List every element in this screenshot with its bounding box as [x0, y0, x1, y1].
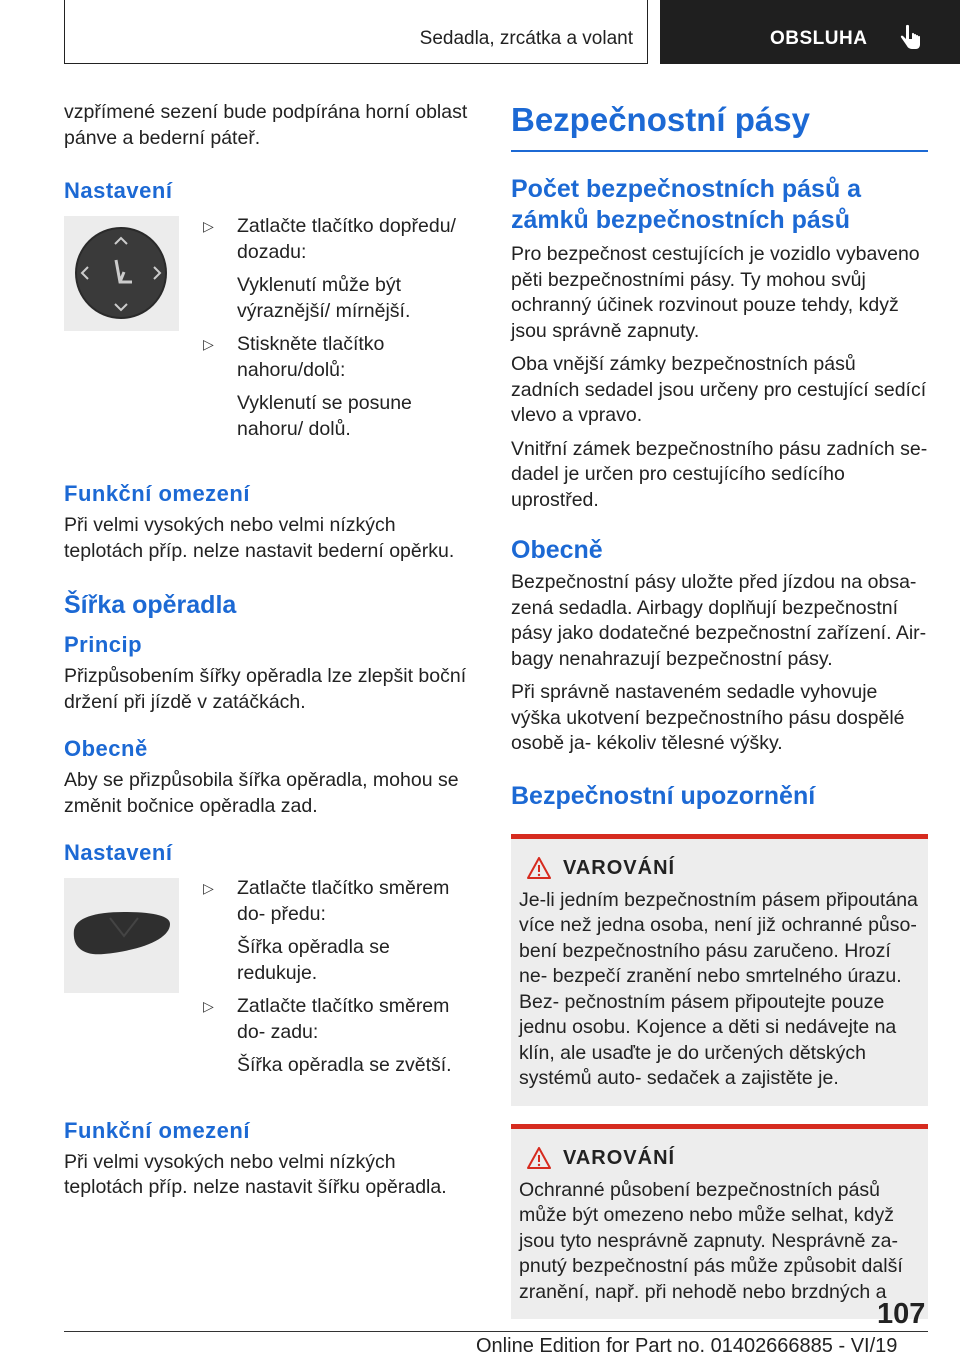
warning-box [511, 1124, 928, 1320]
step-triangle-icon: ▷ [203, 218, 214, 234]
step-triangle-icon: ▷ [203, 336, 214, 352]
limitation-text: Při velmi vysokých nebo velmi nízkých teplotách příp. nelze nastavit bederní opěrku. [64, 514, 455, 562]
paragraph: Pro bezpečnost cestujících je vozidlo vybaveno pěti bezpečnostními pásy. Ty mohou svůj ochranný účinek rozvinout pouze tehdy, když jsou správně zapnuty. [511, 243, 920, 342]
hand-pointer-icon [898, 24, 922, 52]
step-action: Zatlačte tlačítko dopředu/ dozadu: [237, 215, 456, 263]
limitation-text: Při velmi vysokých nebo velmi nízkých teplotách příp. nelze nastavit šířku opěradla. [64, 1150, 447, 1198]
heading-funkcni-omezeni: Funkční omezení [64, 1117, 250, 1143]
warning-text: Ochranné působení bezpečnostních pásů může být omezeno nebo může selhat, když jsou tyto nesprávně zapnuty. Nesprávně za- pnutý bezpečnostní pás může způsobit další zranění, např. při nehodě nebo brzdných a [519, 1178, 903, 1303]
heading-funkcni-omezeni: Funkční omezení [64, 481, 250, 506]
step-triangle-icon: ▷ [203, 880, 214, 896]
heading-nastaveni: Nastavení [64, 840, 173, 865]
paragraph: Oba vnější zámky bezpečnostních pásů zadních sedadel jsou určeny pro cestující sedící vlevo a vpravo. [511, 353, 927, 426]
intro-text: vzpřímené sezení bude podpírána horní oblast pánve a bederní páteř. [64, 101, 468, 149]
width-button-image [64, 878, 179, 993]
lumbar-adjust-block [64, 214, 474, 450]
warning-triangle-icon [527, 1147, 551, 1169]
step-result: Šířka opěradla se redukuje. [237, 936, 390, 984]
chapter-title: OBSLUHA [770, 28, 868, 49]
section-title: Sedadla, zrcátka a volant [419, 28, 633, 49]
footer-edition: Online Edition for Part no. 01402666885 - VI/19 [476, 1335, 898, 1357]
princip-text: Přizpůsobením šířky opěradla lze zlepšit boční držení při jízdě v zatáčkách. [64, 665, 467, 713]
heading-obecne: Obecně [64, 736, 148, 761]
step-result: Vyklenutí se posune nahoru/ dolů. [237, 392, 412, 440]
paragraph: Bezpečnostní pásy uložte před jízdou na obsa- zená sedadla. Airbagy doplňují bezpečnostní pásy jako dodatečné bezpečnostní zařízení. Air- bagy nenahrazují bezpečnostní pásy. [511, 571, 927, 670]
warning-box [511, 834, 928, 1106]
heading-sirka-operadla: Šířka opěradla [64, 591, 237, 619]
warning-title: VAROVÁNÍ [563, 1146, 676, 1169]
step-result: Vyklenutí může být výraznější/ mírnější. [237, 274, 411, 322]
heading-bezpecnostni-upozorneni: Bezpečnostní upozornění [511, 781, 816, 810]
step-item [191, 994, 474, 1087]
width-control-icon [64, 878, 179, 993]
heading-obecne: Obecně [511, 536, 603, 564]
step-action: Zatlačte tlačítko směrem do- zadu: [237, 995, 450, 1043]
step-item [191, 332, 474, 450]
left-column [64, 100, 474, 1209]
chapter-tab [660, 0, 960, 64]
obecne-text: Aby se přizpůsobila šířka opěradla, mohou se změnit bočnice opěradla zad. [64, 769, 459, 817]
section-box [64, 0, 648, 64]
step-action: Stiskněte tlačítko nahoru/dolů: [237, 333, 385, 381]
right-column [511, 100, 928, 1319]
step-item [191, 876, 474, 994]
step-item [191, 214, 474, 332]
heading-princip: Princip [64, 632, 143, 657]
heading-pocet-pasu: Počet bezpečnostních pásů a zámků bezpečnostních pásů [511, 175, 862, 234]
lumbar-control-icon [64, 216, 179, 331]
chapter-heading: Bezpečnostní pásy [511, 100, 928, 152]
paragraph: Při správně nastaveném sedadle vyhovuje výška ukotvení bezpečnostního pásu dospělé osobě ja- kékoliv tělesné výšky. [511, 681, 905, 754]
page-header [64, 0, 960, 64]
step-triangle-icon: ▷ [203, 998, 214, 1014]
footer-divider [64, 1331, 928, 1332]
lumbar-button-image [64, 216, 179, 331]
warning-title: VAROVÁNÍ [563, 856, 676, 879]
warning-triangle-icon [527, 857, 551, 879]
width-adjust-block [64, 876, 474, 1087]
paragraph: Vnitřní zámek bezpečnostního pásu zadních se- dadel je určen pro cestujícího sedícího uprostřed. [511, 437, 928, 511]
page-number: 107 [877, 1298, 926, 1330]
step-action: Zatlačte tlačítko směrem do- předu: [237, 877, 450, 925]
step-result: Šířka opěradla se zvětší. [237, 1054, 452, 1076]
warning-text: Je-li jedním bezpečnostním pásem připoutána více než jedna osoba, není již ochranné půso- bení bezpečnostního pásu zaručeno. Hrozí ne- bezpečí zranění nebo smrtelného úrazu. Bez- pečnostním pásem připoutejte pouze jednu osobu. Kojence a děti si nedávejte na klín, ale usaďte je do určených dětských systémů auto- sedaček a zajistěte je. [519, 888, 918, 1089]
heading-nastaveni: Nastavení [64, 178, 173, 203]
